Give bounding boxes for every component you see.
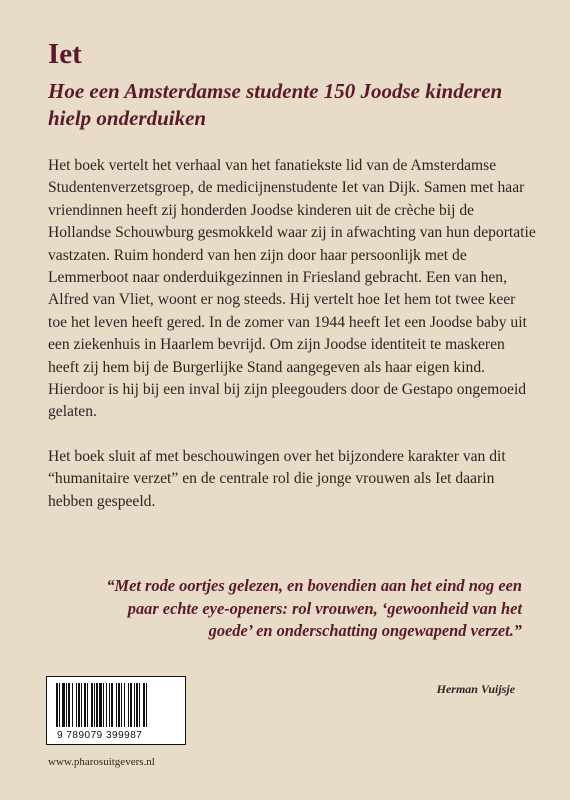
barcode-bar — [66, 683, 67, 727]
barcode-bar — [116, 683, 117, 727]
publisher-website: www.pharosuitgevers.nl — [48, 756, 155, 768]
blurb-paragraph-1: Het boek vertelt het verhaal van het fanatiekste lid van de Amsterdamse Studentenverzetsgroep, de medicijnenstudente Iet van Dijk. Samen met haar vriendinnen heeft zij honderden Joodse kinderen uit de crèche bij de Hollandse Schouwburg gesmokkeld waar zij in afwachting van hun deportatie vastzaten. Ruim honderd van hen zijn door haar persoonlijk met de Lemmerboot naar onderduikgezinnen in Friesland gebracht. Een van hen, Alfred van Vliet, woont er nog steeds. Hij vertelt hoe Iet hem tot twee keer toe het leven heeft gered. In de zomer van 1944 heeft Iet een Joodse baby uit een ziekenhuis in Haarlem bevrijd. Om zijn Joodse identiteit te maskeren heeft zij hem bij de Burgerlijke Stand aangegeven als haar eigen kind. Hierdoor is hij bij een inval bij zijn pleegouders door de Gestapo ongemoeid gelaten. — [48, 157, 536, 421]
barcode-bar — [136, 683, 138, 727]
barcode-bar — [84, 683, 86, 727]
barcode-bar — [109, 683, 110, 727]
barcode-bar — [96, 683, 98, 727]
barcode-bar — [59, 683, 60, 727]
barcode-bar — [143, 683, 145, 727]
book-subtitle: Hoe een Amsterdamse studente 150 Joodse kinderen hielp onderduiken — [48, 79, 503, 130]
barcode-bar — [111, 683, 113, 727]
book-title: Iet — [48, 38, 82, 70]
barcode-bar — [103, 683, 104, 727]
isbn-barcode — [46, 676, 186, 745]
barcode-bar — [134, 683, 135, 727]
barcode-bar — [139, 683, 140, 727]
back-cover-blurb — [48, 155, 538, 513]
blurb-paragraph-2: Het boek sluit af met beschouwingen over het bijzondere karakter van dit “humanitaire verzet” en de centrale rol die jonge vrouwen als Iet daarin hebben gespeeld. — [48, 447, 506, 510]
barcode-bar — [124, 683, 125, 727]
barcode-bar — [81, 683, 82, 727]
barcode-bar — [128, 683, 129, 727]
barcode-bar — [72, 683, 73, 727]
barcode-bar — [56, 683, 58, 727]
barcode-bar — [76, 683, 77, 727]
barcode-bar — [121, 683, 122, 727]
barcode-bar — [118, 683, 120, 727]
barcode-bar — [78, 683, 80, 727]
barcode-bars-icon — [55, 683, 177, 727]
barcode-bar — [146, 683, 147, 727]
barcode-bar — [130, 683, 132, 727]
barcode-bar — [99, 683, 102, 727]
barcode-bar — [106, 683, 107, 727]
isbn-number: 9 789079 399987 — [57, 730, 143, 741]
barcode-bar — [94, 683, 95, 727]
barcode-bar — [87, 683, 88, 727]
review-quote: “Met rode oortjes gelezen, en bovendien aan het eind nog een paar echte eye-openers: rol vrouwen, ‘gewoonheid van het goede’ en onderschatting ongewapend verzet.” — [106, 576, 522, 640]
barcode-bar — [62, 683, 65, 727]
barcode-bar — [91, 683, 93, 727]
quote-author: Herman Vuijsje — [436, 682, 515, 696]
barcode-bar — [68, 683, 70, 727]
